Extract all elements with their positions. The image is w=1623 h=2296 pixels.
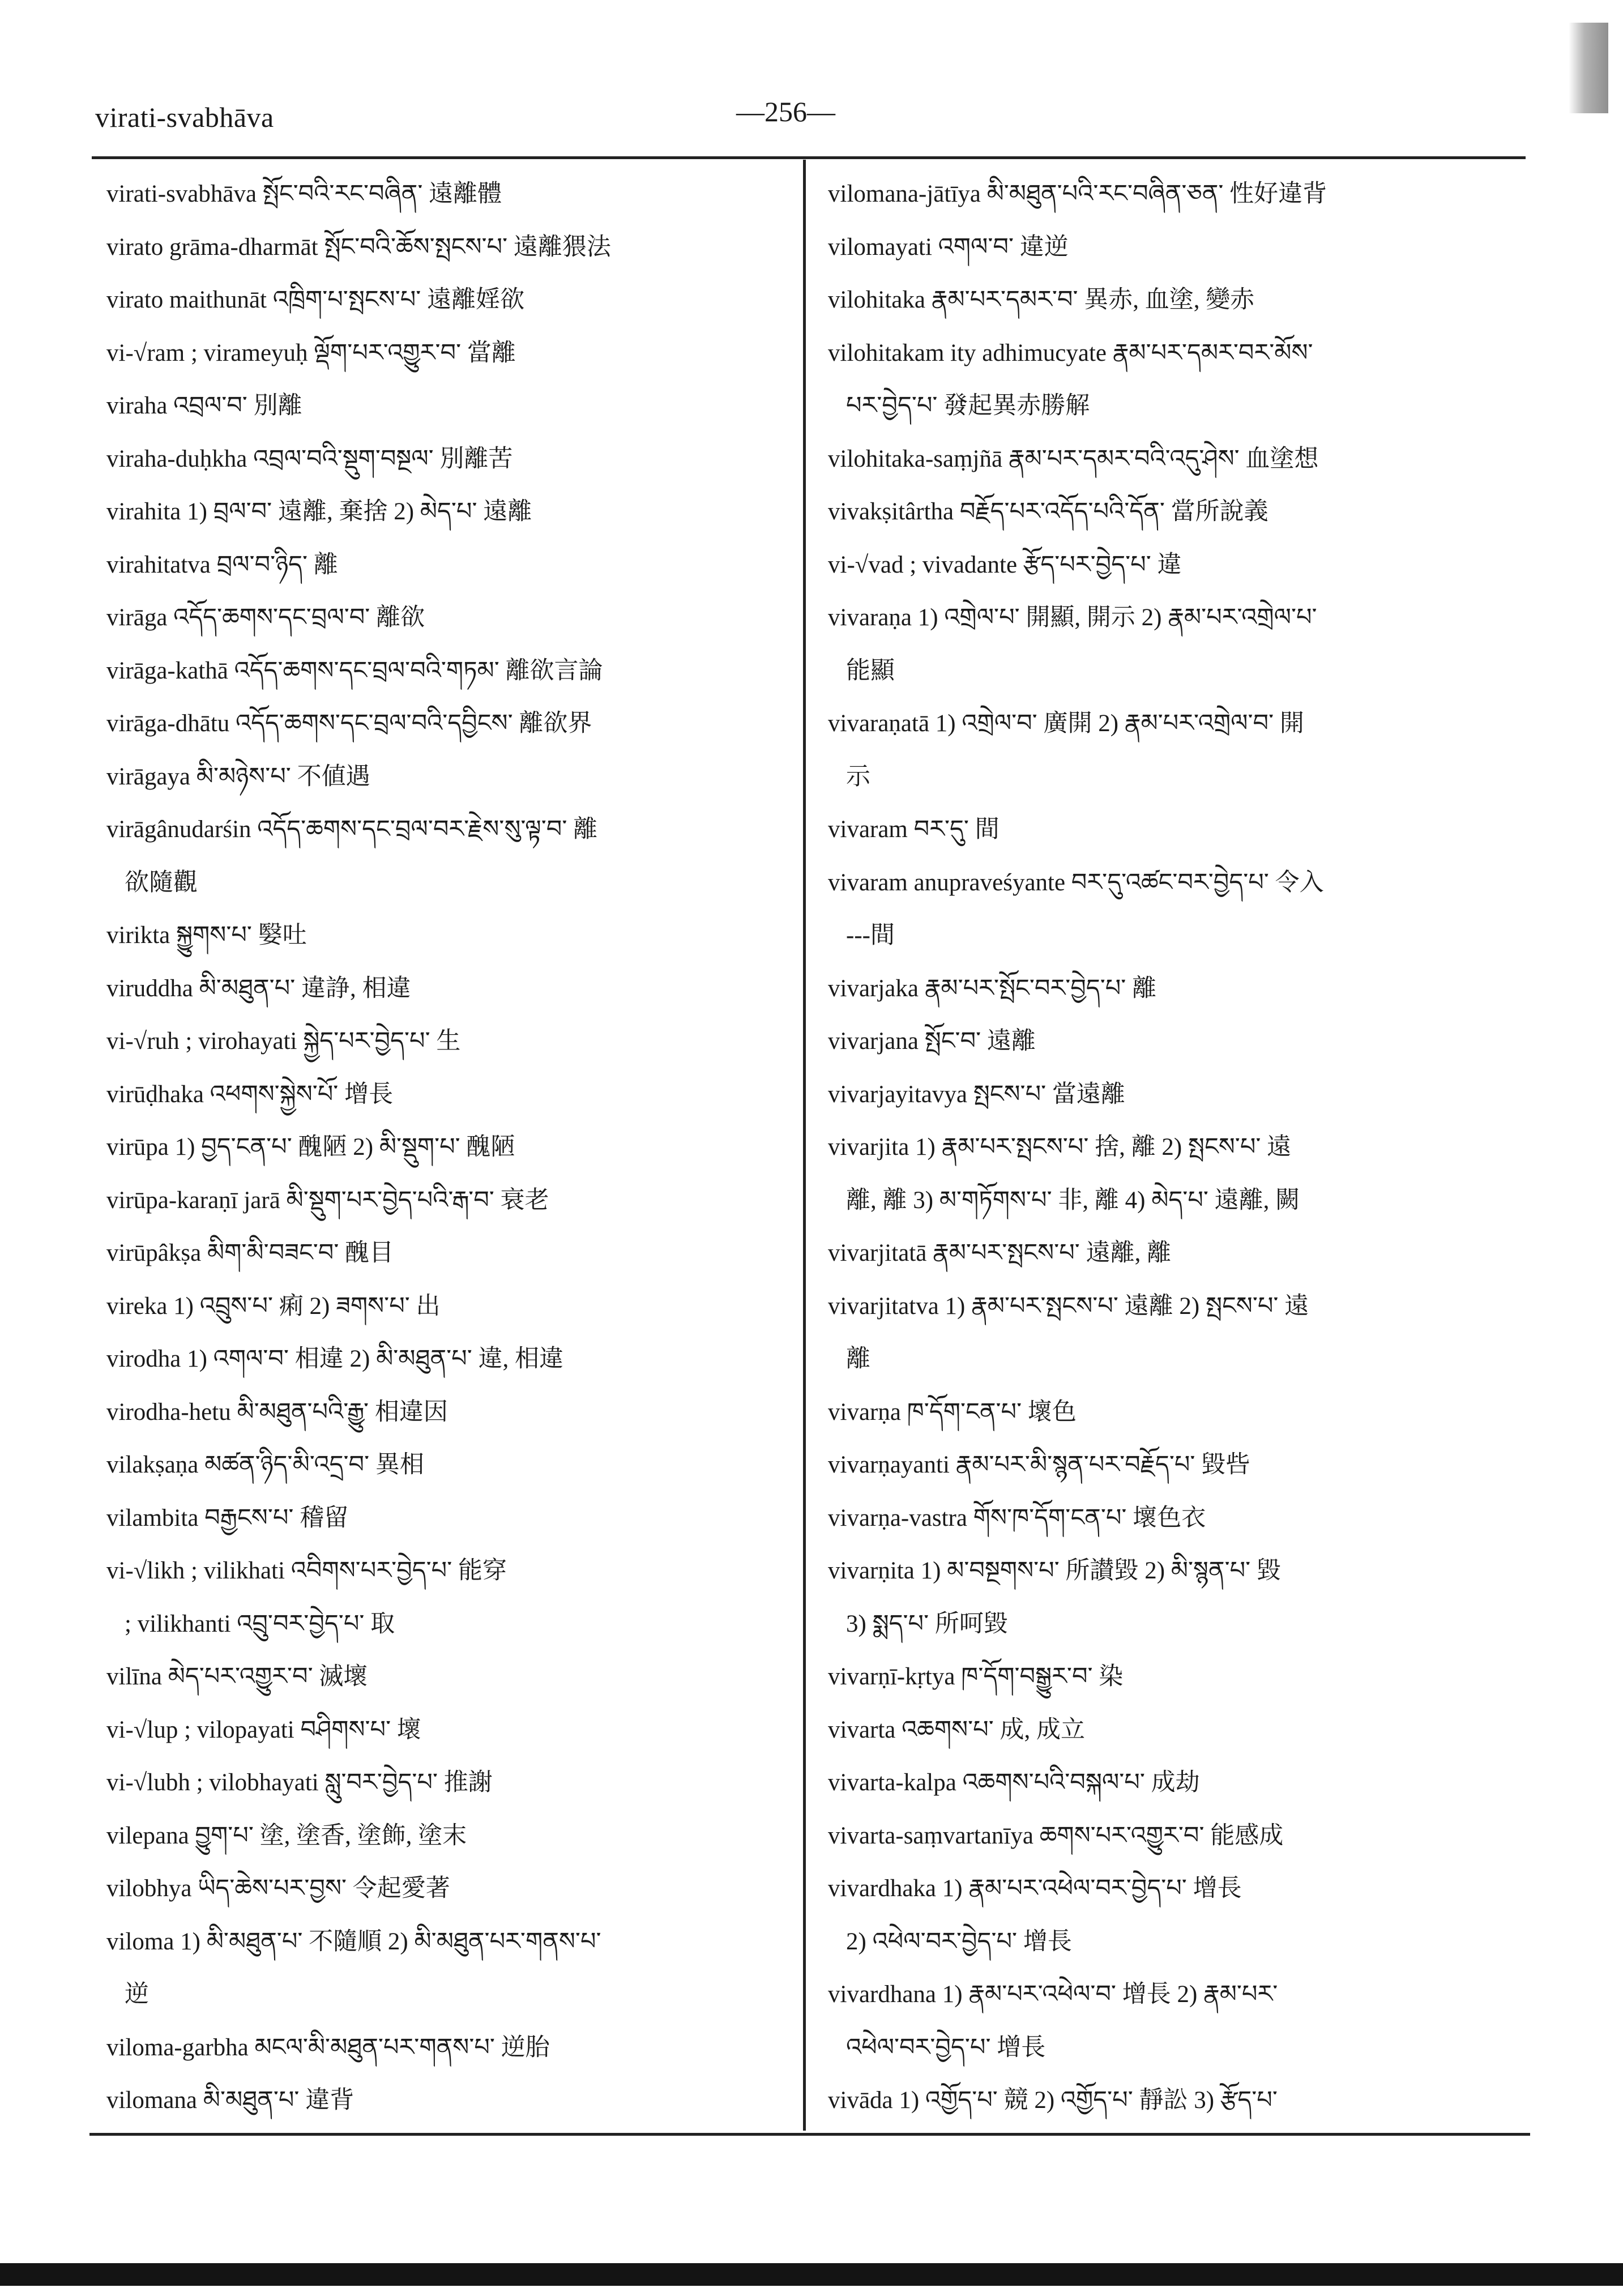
dictionary-entry-line: virahita 1) བྲལ་བ་ 遠離, 棄捨 2) མེད་པ་ 遠離: [106, 498, 532, 525]
dictionary-entry-line: vivarta-saṃvartanīya ཆགས་པར་འགྱུར་བ་ 能感成: [828, 1822, 1284, 1849]
dictionary-entry-line: virāgânudarśin འདོད་ཆགས་དང་བྲལ་བར་རྗེས་སུ་ལྟ་བ་ 離: [106, 816, 598, 843]
dictionary-entry-line: virodha-hetu མི་མཐུན་པའི་རྒྱུ་ 相違因: [106, 1398, 448, 1426]
scan-bottom-band: [0, 2263, 1623, 2286]
dictionary-entry-line: 欲隨觀: [125, 869, 198, 896]
dictionary-entry-line: འཕེལ་བར་བྱེད་པ་ 增長: [846, 2034, 1046, 2061]
dictionary-entry-line: vi-√lubh ; vilobhayati སླུ་བར་བྱེད་པ་ 推謝: [106, 1769, 493, 1796]
dictionary-entry-line: vivaraṇatā 1) འགྲེལ་བ་ 廣開 2) རྣམ་པར་འགྲེལ་བ་ 開: [828, 710, 1304, 737]
dictionary-entry-line: virāga-dhātu འདོད་ཆགས་དང་བྲལ་བའི་དབྱིངས་ 離欲界: [106, 710, 592, 737]
dictionary-entry-line: 3) སྨད་པ་ 所呵毀: [846, 1610, 1008, 1637]
dictionary-entry-line: vivarjaka རྣམ་པར་སྤོང་བར་བྱེད་པ་ 離: [828, 975, 1157, 1002]
right-column: [828, 168, 1524, 2127]
header-rule: [92, 156, 1526, 159]
dictionary-entry-line: virati-svabhāva སྤོང་བའི་རང་བཞིན་ 遠離體: [106, 181, 502, 207]
dictionary-entry-line: vilomayati འགལ་བ་ 違逆: [828, 233, 1069, 261]
dictionary-entry-line: vivāda 1) འགྱོད་པ་ 競 2) འགྱོད་པ་ 靜訟 3) རྩོད་པ་: [828, 2087, 1278, 2114]
dictionary-entry-line: vivarjitatā རྣམ་པར་སྤངས་པ་ 遠離, 離: [828, 1240, 1172, 1266]
dictionary-entry-line: vi-√lup ; vilopayati བཤིགས་པ་ 壞: [106, 1716, 421, 1743]
dictionary-entry-line: པར་བྱེད་པ་ 發起異赤勝解: [846, 392, 1090, 419]
dictionary-entry-line: vivarta འཆགས་པ་ 成, 成立: [828, 1716, 1086, 1743]
dictionary-entry-line: vi-√ram ; virameyuḥ ལྡོག་པར་འགྱུར་བ་ 當離: [106, 339, 516, 366]
dictionary-entry-line: ; vilikhanti འབྲུ་བར་བྱེད་པ་ 取: [125, 1610, 395, 1637]
dictionary-entry-line: viloma 1) མི་མཐུན་པ་ 不隨順 2) མི་མཐུན་པར་གནས་པ་: [106, 1928, 601, 1955]
dictionary-entry-line: vivardhaka 1) རྣམ་པར་འཕེལ་བར་བྱེད་པ་ 增長: [828, 1875, 1242, 1902]
dictionary-entry-line: viloma-garbha མངལ་མི་མཐུན་པར་གནས་པ་ 逆胎: [106, 2034, 550, 2061]
column-divider: [803, 160, 806, 2131]
dictionary-entry-line: vivarṇa ཁ་དོག་ངན་པ་ 壞色: [828, 1398, 1077, 1426]
dictionary-entry-line: vilobhya ཡིད་ཆེས་པར་བྱས་ 令起愛著: [106, 1875, 450, 1902]
dictionary-entry-line: virāga-kathā འདོད་ཆགས་དང་བྲལ་བའི་གཏམ་ 離欲言論: [106, 657, 603, 684]
dictionary-entry-line: 示: [846, 763, 870, 790]
dictionary-entry-line: vi-√vad ; vivadante རྩོད་པར་བྱེད་པ་ 違: [828, 551, 1182, 578]
dictionary-entry-line: virūpâkṣa མིག་མི་བཟང་བ་ 醜目: [106, 1240, 394, 1266]
dictionary-entry-line: vilakṣaṇa མཚན་ཉིད་མི་འདྲ་བ་ 異相: [106, 1452, 424, 1478]
dictionary-entry-line: virodha 1) འགལ་བ་ 相違 2) མི་མཐུན་པ་ 違, 相違: [106, 1346, 564, 1372]
page-number: —256—: [736, 96, 835, 127]
dictionary-entry-line: vivaram anupraveśyante བར་དུ་འཚང་བར་བྱེད་པ་ 令入: [828, 869, 1324, 896]
dictionary-entry-line: vi-√likh ; vilikhati འབིགས་པར་བྱེད་པ་ 能穿: [106, 1557, 507, 1584]
dictionary-entry-line: vivarta-kalpa འཆགས་པའི་བསྐལ་པ་ 成劫: [828, 1769, 1200, 1796]
dictionary-entry-line: vilepana བྱུག་པ་ 塗, 塗香, 塗飾, 塗末: [106, 1822, 467, 1849]
dictionary-entry-line: vivardhana 1) རྣམ་པར་འཕེལ་བ་ 增長 2) རྣམ་པར་: [828, 1981, 1278, 2008]
dictionary-entry-line: virāgaya མི་མཉེས་པ་ 不値遇: [106, 763, 370, 790]
footer-rule: [89, 2133, 1530, 2136]
dictionary-entry-line: virūpa-karaṇī jarā མི་སྡུག་པར་བྱེད་པའི་རྒ་བ་ 衰老: [106, 1187, 549, 1214]
dictionary-entry-line: vivaram བར་དུ་ 間: [828, 816, 1000, 843]
left-column: [106, 168, 803, 2127]
dictionary-entry-line: vi-√ruh ; virohayati སྐྱེད་པར་བྱེད་པ་ 生: [106, 1028, 461, 1055]
dictionary-entry-line: vilīna མེད་པར་འགྱུར་བ་ 滅壞: [106, 1663, 368, 1690]
dictionary-entry-line: vivarjita 1) རྣམ་པར་སྤངས་པ་ 捨, 離 2) སྤངས་པ་ 遠: [828, 1134, 1292, 1160]
dictionary-entry-line: virūḍhaka འཕགས་སྐྱེས་པོ་ 增長: [106, 1081, 394, 1108]
dictionary-entry-line: virūpa 1) བྱད་ངན་པ་ 醜陋 2) མི་སྡུག་པ་ 醜陋: [106, 1134, 515, 1160]
dictionary-entry-line: 離, 離 3) མ་གཏོགས་པ་ 非, 離 4) མེད་པ་ 遠離, 闕: [846, 1187, 1300, 1214]
dictionary-entry-line: virato grāma-dharmāt སྤོང་བའི་ཆོས་སྤངས་པ་ 遠離猥法: [106, 233, 611, 261]
dictionary-entry-line: virāga འདོད་ཆགས་དང་བྲལ་བ་ 離欲: [106, 604, 425, 631]
dictionary-entry-line: vilambita བརྒྱངས་པ་ 稽留: [106, 1504, 349, 1531]
dictionary-entry-line: ---間: [846, 922, 895, 949]
dictionary-entry-line: vivarjayitavya སྤངས་པ་ 當遠離: [828, 1081, 1125, 1108]
running-head: virati-svabhāva: [95, 101, 274, 133]
dictionary-entry-line: vilomana-jātīya མི་མཐུན་པའི་རང་བཞིན་ཅན་ 性好違背: [828, 181, 1327, 207]
dictionary-entry-line: vivaraṇa 1) འགྲེལ་པ་ 開顯, 開示 2) རྣམ་པར་འགྲེལ་པ་: [828, 604, 1317, 631]
dictionary-entry-line: vivarjana སྤོང་བ་ 遠離: [828, 1028, 1036, 1055]
dictionary-entry-line: 能顯: [846, 657, 895, 684]
dictionary-entry-line: vilomana མི་མཐུན་པ་ 違背: [106, 2087, 355, 2114]
scan-corner-mark: [1569, 23, 1608, 113]
dictionary-entry-line: 2) འཕེལ་བར་བྱེད་པ་ 增長: [846, 1928, 1072, 1955]
dictionary-entry-line: vivarṇayanti རྣམ་པར་མི་སྙན་པར་བརྗོད་པ་ 毀呰: [828, 1452, 1250, 1478]
dictionary-entry-line: 離: [846, 1346, 870, 1372]
dictionary-entry-line: vivakṣitârtha བརྗོད་པར་འདོད་པའི་དོན་ 當所說義: [828, 498, 1268, 525]
dictionary-entry-line: virato maithunāt འཁྲིག་པ་སྤངས་པ་ 遠離婬欲: [106, 287, 525, 313]
dictionary-entry-line: 逆: [125, 1981, 149, 2008]
dictionary-entry-line: vilohitakam ity adhimucyate རྣམ་པར་དམར་བར་མོས་: [828, 339, 1313, 366]
dictionary-entry-line: viraha འབྲལ་བ་ 別離: [106, 392, 302, 419]
dictionary-entry-line: vivarṇa-vastra གོས་ཁ་དོག་ངན་པ་ 壞色衣: [828, 1504, 1206, 1531]
dictionary-entry-line: vilohitaka རྣམ་པར་དམར་བ་ 異赤, 血塗, 變赤: [828, 287, 1255, 313]
dictionary-entry-line: vivarṇī-kṛtya ཁ་དོག་བསྒྱུར་བ་ 染: [828, 1663, 1124, 1690]
dictionary-entry-line: vivarjitatva 1) རྣམ་པར་སྤངས་པ་ 遠離 2) སྤངས་པ་ 遠: [828, 1292, 1309, 1320]
dictionary-entry-line: vireka 1) འབྲུས་པ་ 痢 2) ཟགས་པ་ 出: [106, 1292, 441, 1320]
dictionary-entry-line: virikta སྐྱུགས་པ་ 嫛吐: [106, 922, 307, 949]
dictionary-entry-line: vilohitaka-saṃjñā རྣམ་པར་དམར་བའི་འདུ་ཤེས་ 血塗想: [828, 445, 1319, 472]
dictionary-entry-line: vivarṇita 1) མ་བསྔགས་པ་ 所讃毀 2) མི་སྙན་པ་ 毀: [828, 1557, 1281, 1584]
dictionary-entry-line: viraha-duḥkha འབྲལ་བའི་སྡུག་བསྔལ་ 別離苦: [106, 445, 513, 472]
dictionary-entry-line: virahitatva བྲལ་བ་ཉིད་ 離: [106, 551, 338, 578]
dictionary-entry-line: viruddha མི་མཐུན་པ་ 違諍, 相違: [106, 975, 411, 1002]
